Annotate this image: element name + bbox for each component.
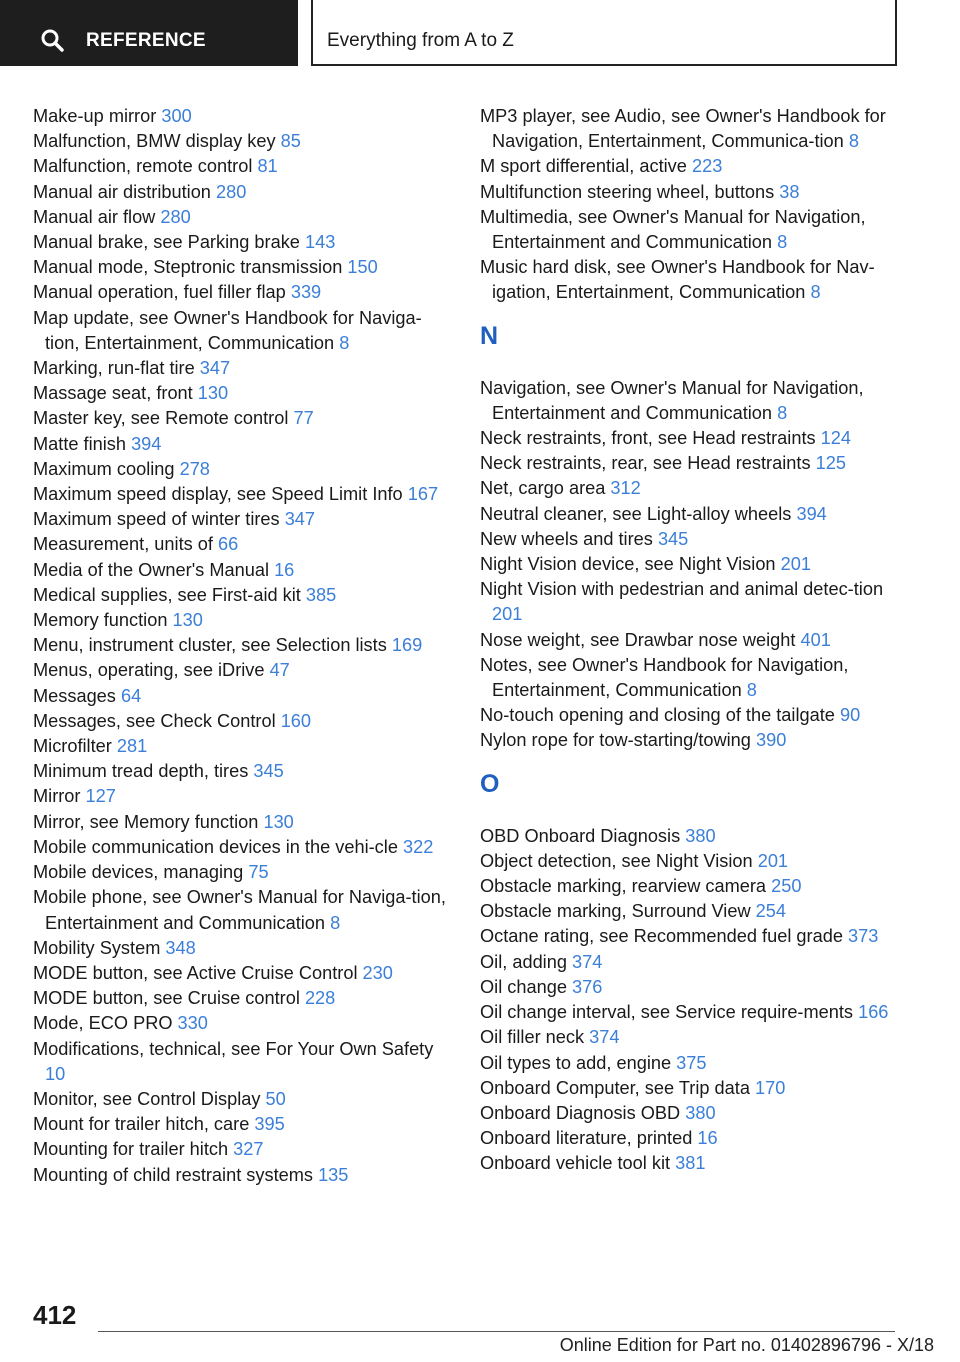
entry-page-link[interactable]: 8 (330, 912, 341, 933)
index-entry (33, 709, 453, 734)
entry-page-link[interactable]: 223 (691, 156, 723, 177)
index-entry (33, 482, 453, 507)
index-column-right (480, 104, 910, 1177)
entry-text: Nose weight, see Drawbar nose weight (480, 629, 796, 650)
index-entry (33, 1087, 453, 1112)
entry-page-link[interactable]: 312 (610, 478, 641, 499)
index-entry (33, 936, 453, 961)
entry-page-link[interactable]: 345 (657, 528, 689, 549)
entry-page-link[interactable]: 64 (120, 685, 142, 706)
entry-page-link[interactable]: 376 (572, 976, 603, 997)
entry-page-link[interactable]: 50 (265, 1088, 286, 1109)
entry-text: Notes, see Owner's Handbook for Navigation, Entertainment, Communication (480, 654, 849, 701)
index-entry (33, 734, 453, 759)
entry-page-link[interactable]: 347 (284, 509, 316, 530)
entry-page-link[interactable]: 8 (339, 332, 350, 353)
entry-text: Obstacle marking, Surround View (480, 901, 751, 922)
entry-text: Menus, operating, see iDrive (33, 660, 265, 681)
entry-text: Oil change (480, 976, 567, 997)
entry-text: Onboard literature, printed (480, 1128, 693, 1149)
index-entry (480, 950, 910, 975)
entry-page-link[interactable]: 143 (304, 232, 336, 253)
index-entry (33, 381, 453, 406)
entry-text: Messages (33, 685, 116, 706)
index-entry (480, 180, 910, 205)
entry-text: Manual mode, Steptronic transmission (33, 257, 343, 278)
index-entry (33, 356, 453, 381)
index-entry (480, 1126, 910, 1151)
index-entry (33, 583, 453, 608)
entry-page-link[interactable]: 228 (304, 988, 336, 1009)
entry-text: Messages, see Check Control (33, 710, 276, 731)
entry-page-link[interactable]: 385 (305, 584, 337, 605)
entry-text: Mode, ECO PRO (33, 1013, 173, 1034)
index-entry (33, 306, 453, 356)
index-entry (33, 180, 453, 205)
index-entry (33, 810, 453, 835)
entry-text: Massage seat, front (33, 383, 193, 404)
entry-page-link[interactable]: 75 (248, 862, 269, 883)
index-list-m-continued (480, 104, 910, 306)
letter-heading-o: O (480, 769, 500, 798)
index-entry (480, 376, 910, 426)
entry-text: Malfunction, BMW display key (33, 131, 276, 152)
index-entry (33, 885, 453, 935)
index-entry (33, 1137, 453, 1162)
index-entry (33, 255, 453, 280)
section-tab (0, 0, 298, 66)
index-entry (480, 824, 910, 849)
entry-page-link[interactable]: 127 (85, 786, 116, 807)
index-entry (480, 451, 910, 476)
entry-text: Oil filler neck (480, 1027, 585, 1048)
entry-text: New wheels and tires (480, 528, 653, 549)
entry-text: Malfunction, remote control (33, 156, 253, 177)
index-entry (480, 205, 910, 255)
entry-page-link[interactable]: 380 (685, 1102, 716, 1123)
entry-page-link[interactable]: 230 (362, 962, 393, 983)
entry-text: Nylon rope for tow-starting/towing (480, 730, 751, 751)
entry-text: Matte finish (33, 433, 126, 454)
entry-text: Maximum speed of winter tires (33, 509, 280, 530)
entry-page-link[interactable]: 254 (755, 901, 787, 922)
index-entry (33, 457, 453, 482)
entry-page-link[interactable]: 322 (403, 836, 434, 857)
index-entry (33, 1037, 453, 1087)
entry-text: Manual air distribution (33, 181, 211, 202)
entry-text: Memory function (33, 610, 168, 631)
entry-page-link[interactable]: 169 (391, 635, 423, 656)
index-entry (480, 653, 910, 703)
entry-page-link[interactable]: 90 (839, 705, 861, 726)
index-entry (33, 558, 453, 583)
entry-text: Night Vision with pedestrian and animal detec‐tion (480, 579, 884, 600)
entry-text: Multifunction steering wheel, buttons (480, 181, 775, 202)
index-entry (33, 608, 453, 633)
index-entry (480, 255, 910, 305)
entry-page-link[interactable]: 390 (755, 730, 787, 751)
entry-text: Night Vision device, see Night Vision (480, 554, 776, 575)
entry-text: Octane rating, see Recommended fuel grade (480, 926, 843, 947)
entry-text: Menu, instrument cluster, see Selection lists (33, 635, 387, 656)
entry-text: OBD Onboard Diagnosis (480, 825, 681, 846)
index-entry (33, 860, 453, 885)
entry-text: Modifications, technical, see For Your Own Safety (33, 1038, 434, 1059)
index-entry (480, 628, 910, 653)
index-entry (480, 1151, 910, 1176)
index-entry (33, 129, 453, 154)
entry-page-link[interactable]: 201 (492, 604, 523, 625)
entry-text: Mobile devices, managing (33, 862, 244, 883)
entry-text: Oil change interval, see Service require‐ments (480, 1002, 854, 1023)
index-entry (33, 280, 453, 305)
index-entry (33, 784, 453, 809)
search-icon (40, 28, 64, 52)
entry-page-link[interactable]: 166 (858, 1002, 889, 1023)
index-entry (480, 577, 910, 627)
entry-text: Neck restraints, front, see Head restraints (480, 428, 816, 449)
entry-text: Net, cargo area (480, 478, 606, 499)
entry-page-link[interactable]: 150 (347, 257, 378, 278)
entry-text: Mirror, see Memory function (33, 811, 259, 832)
index-entry (480, 874, 910, 899)
index-entry (33, 658, 453, 683)
chapter-title-box (311, 0, 897, 66)
entry-text: Mobile phone, see Owner's Manual for Naviga‐tion, Entertainment and Communication (33, 887, 446, 933)
entry-text: Maximum cooling (33, 458, 175, 479)
entry-page-link[interactable]: 124 (820, 428, 852, 449)
entry-page-link[interactable]: 135 (318, 1164, 349, 1185)
entry-text: Microfilter (33, 736, 112, 757)
entry-page-link[interactable]: 16 (697, 1128, 718, 1149)
entry-page-link[interactable]: 77 (293, 408, 314, 429)
index-entry (480, 975, 910, 1000)
index-entry (33, 986, 453, 1011)
entry-page-link[interactable]: 250 (771, 876, 802, 897)
entry-text: Master key, see Remote control (33, 408, 289, 429)
chapter-title: Everything from A to Z (327, 30, 514, 51)
entry-text: Measurement, units of (33, 534, 213, 555)
entry-text: Mounting of child restraint systems (33, 1164, 313, 1185)
entry-text: Object detection, see Night Vision (480, 850, 753, 871)
index-list-o (480, 824, 910, 1177)
entry-text: Make-up mirror (33, 106, 157, 126)
entry-page-link[interactable]: 8 (777, 232, 788, 253)
entry-page-link[interactable]: 330 (177, 1013, 208, 1034)
entry-page-link[interactable]: 85 (280, 131, 301, 152)
entry-text: M sport differential, active (480, 156, 687, 177)
entry-page-link[interactable]: 374 (572, 951, 603, 972)
entry-text: No-touch opening and closing of the tailgate (480, 705, 835, 726)
index-entry (480, 1025, 910, 1050)
index-entry (480, 527, 910, 552)
entry-text: Marking, run-flat tire (33, 358, 195, 379)
index-entry (480, 552, 910, 577)
entry-page-link[interactable]: 394 (796, 503, 827, 524)
entry-page-link[interactable]: 130 (263, 811, 294, 832)
entry-text: Mount for trailer hitch, care (33, 1114, 250, 1135)
entry-text: Mounting for trailer hitch (33, 1139, 229, 1160)
entry-page-link[interactable]: 170 (755, 1077, 786, 1098)
entry-page-link[interactable]: 47 (269, 660, 290, 681)
entry-text: Map update, see Owner's Handbook for Naviga‐tion, Entertainment, Communication (33, 307, 422, 353)
entry-page-link[interactable]: 380 (685, 825, 716, 846)
entry-page-link[interactable]: 16 (274, 559, 295, 580)
entry-text: Medical supplies, see First-aid kit (33, 584, 301, 605)
index-entry (33, 154, 453, 179)
index-entry (480, 1076, 910, 1101)
entry-text: Oil, adding (480, 951, 567, 972)
entry-text: Mobility System (33, 937, 161, 958)
entry-text: Multimedia, see Owner's Manual for Navigation, Entertainment and Communication (480, 206, 866, 253)
index-column-left (33, 104, 453, 1188)
entry-page-link[interactable]: 125 (815, 453, 846, 474)
index-entry (480, 924, 910, 949)
index-entry (33, 406, 453, 431)
index-entry (480, 476, 910, 501)
entry-text: Manual brake, see Parking brake (33, 232, 300, 253)
entry-page-link[interactable]: 38 (779, 181, 800, 202)
index-entry (480, 1051, 910, 1076)
index-entry (33, 961, 453, 986)
entry-text: Music hard disk, see Owner's Handbook for Nav‐igation, Entertainment, Communication (480, 257, 875, 303)
index-entry (480, 426, 910, 451)
entry-text: MODE button, see Active Cruise Control (33, 962, 358, 983)
entry-page-link[interactable]: 373 (848, 926, 879, 947)
index-entry (480, 899, 910, 924)
index-entry (33, 230, 453, 255)
entry-page-link[interactable]: 130 (197, 383, 229, 404)
entry-page-link[interactable]: 281 (116, 736, 148, 757)
index-list-n (480, 376, 910, 754)
page-number: 412 (33, 1300, 77, 1330)
entry-text: Neutral cleaner, see Light-alloy wheels (480, 503, 792, 524)
entry-text: Monitor, see Control Display (33, 1088, 261, 1109)
entry-page-link[interactable]: 347 (199, 358, 231, 379)
entry-page-link[interactable]: 66 (218, 534, 239, 555)
index-entry (33, 835, 453, 860)
entry-page-link[interactable]: 348 (165, 937, 196, 958)
index-entry (33, 759, 453, 784)
entry-text: Onboard vehicle tool kit (480, 1153, 671, 1174)
index-entry (33, 532, 453, 557)
entry-text: Navigation, see Owner's Manual for Navigation, Entertainment and Communication (480, 377, 864, 423)
entry-page-link[interactable]: 280 (160, 206, 191, 227)
index-entry (33, 104, 453, 129)
entry-page-link[interactable]: 160 (280, 710, 312, 731)
index-entry (480, 154, 910, 179)
entry-page-link[interactable]: 8 (848, 131, 859, 152)
entry-page-link[interactable]: 401 (800, 629, 831, 650)
entry-text: Minimum tread depth, tires (33, 761, 249, 782)
entry-text: Neck restraints, rear, see Head restraints (480, 453, 811, 474)
entry-page-link[interactable]: 8 (746, 680, 757, 701)
index-entry (33, 507, 453, 532)
entry-page-link[interactable]: 374 (589, 1027, 620, 1048)
index-entry (33, 205, 453, 230)
entry-text: Maximum speed display, see Speed Limit Info (33, 484, 403, 505)
index-entry (33, 1163, 453, 1188)
entry-page-link[interactable]: 381 (675, 1153, 706, 1174)
entry-page-link[interactable]: 375 (676, 1052, 707, 1073)
index-entry (480, 1000, 910, 1025)
entry-page-link[interactable]: 345 (253, 761, 284, 782)
entry-text: Mobile communication devices in the vehi‐cle (33, 836, 398, 857)
entry-page-link[interactable]: 300 (161, 106, 192, 126)
page-header (0, 0, 960, 66)
entry-text: Oil types to add, engine (480, 1052, 672, 1073)
index-entry (33, 432, 453, 457)
index-entry (33, 1011, 453, 1036)
entry-page-link[interactable]: 130 (172, 610, 203, 631)
index-entry (33, 1112, 453, 1137)
entry-page-link[interactable]: 81 (257, 156, 278, 177)
entry-text: Manual air flow (33, 206, 156, 227)
entry-text: Mirror (33, 786, 81, 807)
letter-heading-n: N (480, 321, 499, 350)
entry-page-link[interactable]: 339 (290, 282, 322, 303)
entry-page-link[interactable]: 395 (254, 1114, 285, 1135)
index-entry (33, 684, 453, 709)
entry-page-link[interactable]: 327 (233, 1139, 264, 1160)
index-entry (480, 703, 910, 728)
edition-note: Online Edition for Part no. 01402896796 - X/18 (559, 1335, 934, 1355)
entry-text: MP3 player, see Audio, see Owner's Handbook for Navigation, Entertainment, Communica‐tion (480, 106, 886, 152)
index-entry (480, 104, 910, 154)
entry-page-link[interactable]: 167 (407, 484, 439, 505)
entry-text: MODE button, see Cruise control (33, 988, 300, 1009)
index-entry (33, 633, 453, 658)
entry-page-link[interactable]: 278 (179, 458, 210, 479)
footer-divider (98, 1331, 895, 1332)
section-label: REFERENCE (86, 30, 206, 51)
entry-page-link[interactable]: 280 (216, 181, 247, 202)
entry-text: Media of the Owner's Manual (33, 559, 269, 580)
entry-text: Onboard Computer, see Trip data (480, 1077, 750, 1098)
entry-page-link[interactable]: 394 (131, 433, 162, 454)
entry-text: Manual operation, fuel filler flap (33, 282, 286, 303)
index-list-m (33, 104, 453, 1188)
entry-text: Onboard Diagnosis OBD (480, 1102, 681, 1123)
index-entry (480, 849, 910, 874)
entry-page-link[interactable]: 8 (777, 402, 788, 423)
entry-page-link[interactable]: 201 (780, 554, 811, 575)
index-entry (480, 728, 910, 753)
entry-page-link[interactable]: 201 (757, 850, 789, 871)
entry-page-link[interactable]: 8 (810, 282, 821, 303)
index-entry (480, 502, 910, 527)
entry-page-link[interactable]: 10 (45, 1063, 66, 1084)
index-entry (480, 1101, 910, 1126)
entry-text: Obstacle marking, rearview camera (480, 876, 767, 897)
